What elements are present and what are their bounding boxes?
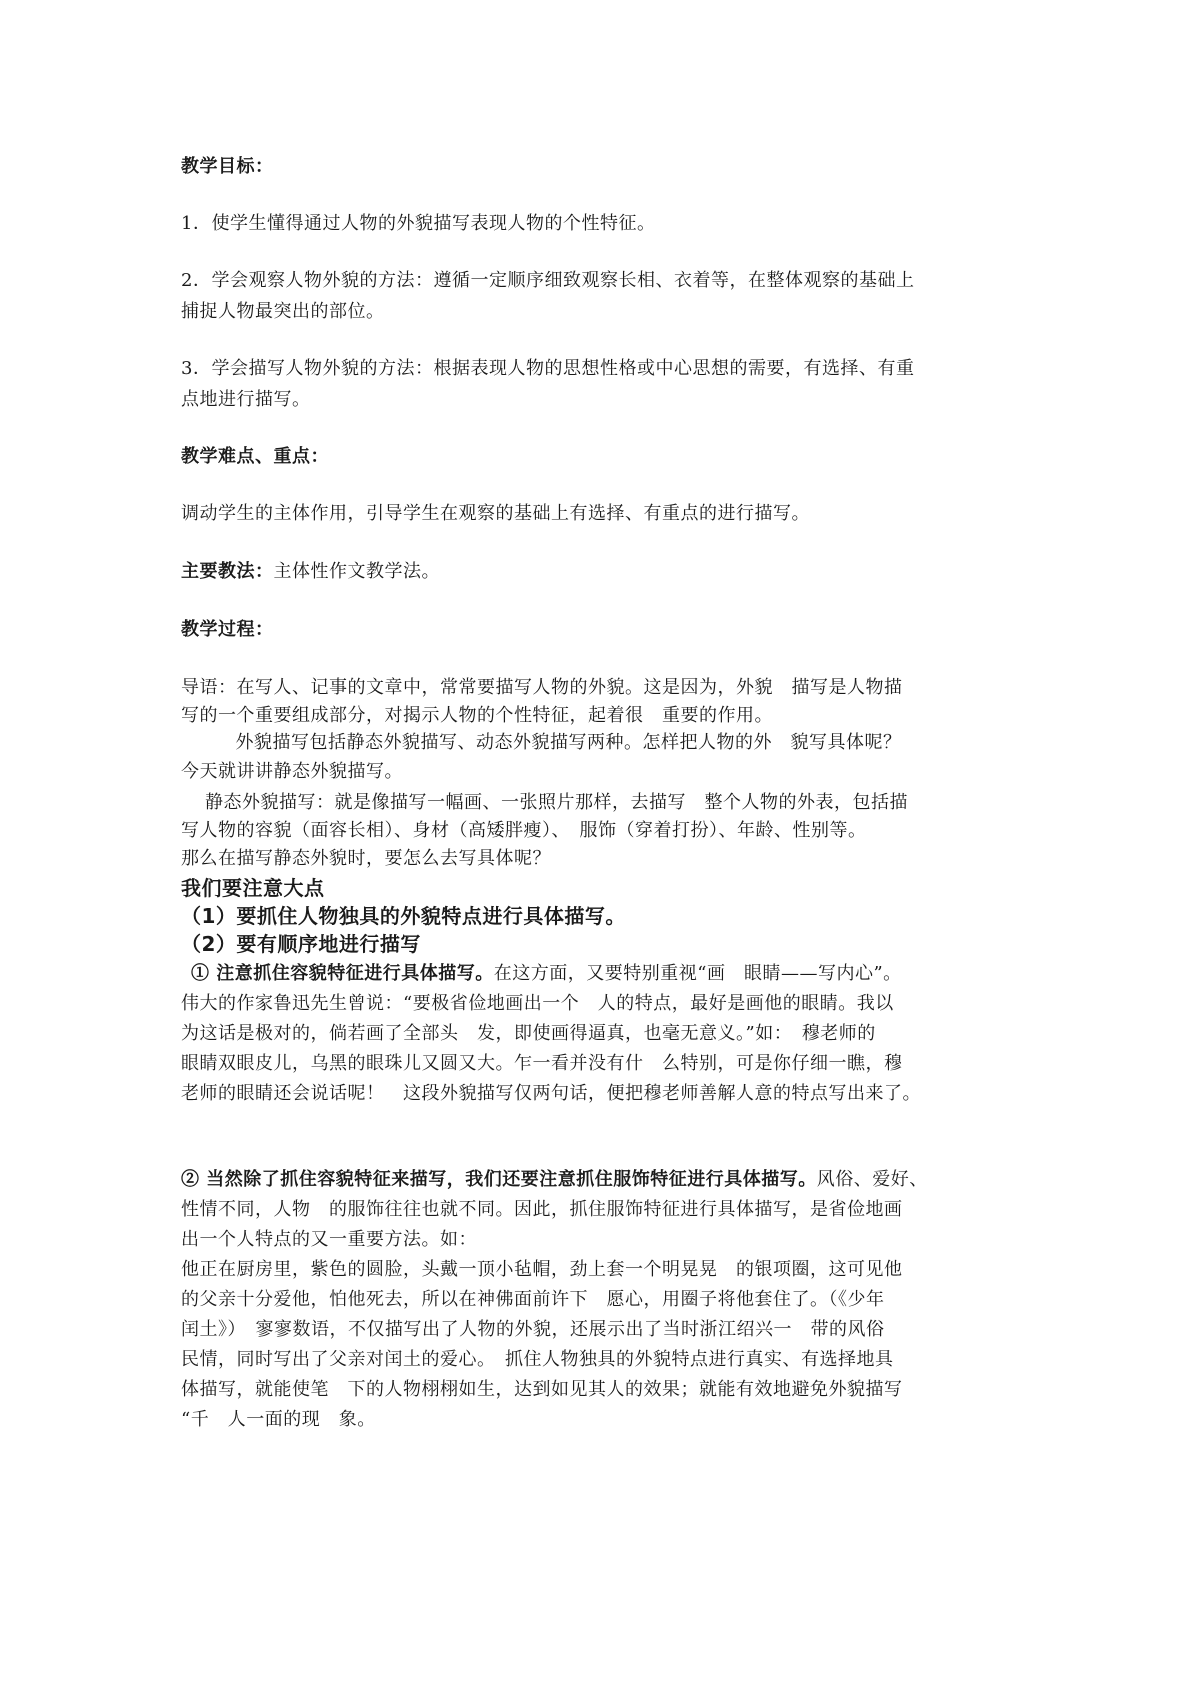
- goal-item-2-line-2: 捕捉人物最突出的部位。: [181, 301, 385, 322]
- goal-item-3-line-1: 3．学会描写人物外貌的方法：根据表现人物的思想性格或中心思想的需要，有选择、有重: [181, 358, 915, 379]
- process-line: 写的一个重要组成部分，对揭示人物的个性特征，起着很 重要的作用。: [181, 705, 773, 726]
- sub1-line: 老师的眼睛还会说话呢！ 这段外貌描写仅两句话，便把穆老师善解人意的特点写出来了。: [181, 1083, 921, 1104]
- sub1-line: 为这话是极对的，倘若画了全部头 发，即使画得逼真，也毫无意义。”如： 穆老师的: [181, 1023, 876, 1044]
- sub2-line: 出一个人特点的又一重要方法。如：: [181, 1229, 477, 1250]
- sub2-lead-rest: 风俗、爱好、: [816, 1169, 928, 1190]
- emphasis-point-1: （1）要抓住人物独具的外貌特点进行具体描写。: [181, 904, 626, 928]
- sub1-first-line: [181, 958, 1051, 989]
- process-line: 今天就讲讲静态外貌描写。: [181, 761, 403, 782]
- sub2-line: 民情，同时写出了父亲对闰土的爱心。 抓住人物独具的外貌特点进行真实、有选择地具: [181, 1349, 894, 1370]
- process-heading: 教学过程：: [181, 619, 274, 640]
- sub2-line: 体描写，就能使笔 下的人物栩栩如生，达到如见其人的效果；就能有效地避免外貌描写: [181, 1379, 903, 1400]
- method-text: 主体性作文教学法。: [273, 561, 440, 582]
- goals-heading: 教学目标：: [181, 156, 274, 177]
- goal-item-1: 1．使学生懂得通过人物的外貌描写表现人物的个性特征。: [181, 213, 656, 234]
- sub2-line: 他正在厨房里，紫色的圆脸，头戴一顶小毡帽，劲上套一个明晃晃 的银项圈，这可见他: [181, 1259, 903, 1280]
- emphasis-point-2: （2）要有顺序地进行描写: [181, 932, 421, 956]
- sub2-line: “千 人一面的现 象。: [181, 1409, 376, 1430]
- sub2-first-line: [181, 1164, 1041, 1195]
- process-line: 那么在描写静态外貌时，要怎么去写具体呢？: [181, 848, 551, 869]
- sub1-lead-rest: 在这方面，又要特别重视“画 眼睛——写内心”。: [493, 963, 902, 984]
- sub1-bold-lead: ① 注意抓住容貌特征进行具体描写。: [191, 963, 494, 984]
- sub2-line: 的父亲十分爱他，怕他死去，所以在神佛面前许下 愿心，用圈子将他套住了。（《少年: [181, 1289, 885, 1310]
- goal-item-3-line-2: 点地进行描写。: [181, 389, 311, 410]
- method-heading: 主要教法：: [181, 561, 274, 582]
- difficulty-heading: 教学难点、重点：: [181, 446, 329, 467]
- process-line: 导语：在写人、记事的文章中，常常要描写人物的外貌。这是因为，外貌 描写是人物描: [181, 677, 903, 698]
- goal-item-2-line-1: 2．学会观察人物外貌的方法：遵循一定顺序细致观察长相、衣着等，在整体观察的基础上: [181, 270, 915, 291]
- sub2-line: 闰土》） 寥寥数语，不仅描写出了人物的外貌，还展示出了当时浙江绍兴一 带的风俗: [181, 1319, 885, 1340]
- process-line: 写人物的容貌（面容长相）、身材（高矮胖瘦）、 服饰（穿着打扮）、年龄、性别等。: [181, 820, 867, 841]
- sub1-line: 眼睛双眼皮儿，乌黑的眼珠儿又圆又大。乍一看并没有什 么特别，可是你仔细一瞧，穆: [181, 1053, 903, 1074]
- sub2-line: 性情不同，人物 的服饰往往也就不同。因此，抓住服饰特征进行具体描写，是省俭地画: [181, 1199, 903, 1220]
- process-line: 外貌描写包括静态外貌描写、动态外貌描写两种。怎样把人物的外 貌写具体呢？: [217, 732, 902, 753]
- sub1-line: 伟大的作家鲁迅先生曾说：“要极省俭地画出一个 人的特点，最好是画他的眼睛。我以: [181, 993, 894, 1014]
- sub2-bold-lead: ② 当然除了抓住容貌特征来描写，我们还要注意抓住服饰特征进行具体描写。: [181, 1169, 817, 1190]
- emphasis-title: 我们要注意大点: [181, 876, 325, 900]
- difficulty-text: 调动学生的主体作用，引导学生在观察的基础上有选择、有重点的进行描写。: [181, 503, 810, 524]
- process-line: 静态外貌描写：就是像描写一幅画、一张照片那样，去描写 整个人物的外表，包括描: [205, 792, 908, 813]
- method-paragraph: [181, 556, 1041, 587]
